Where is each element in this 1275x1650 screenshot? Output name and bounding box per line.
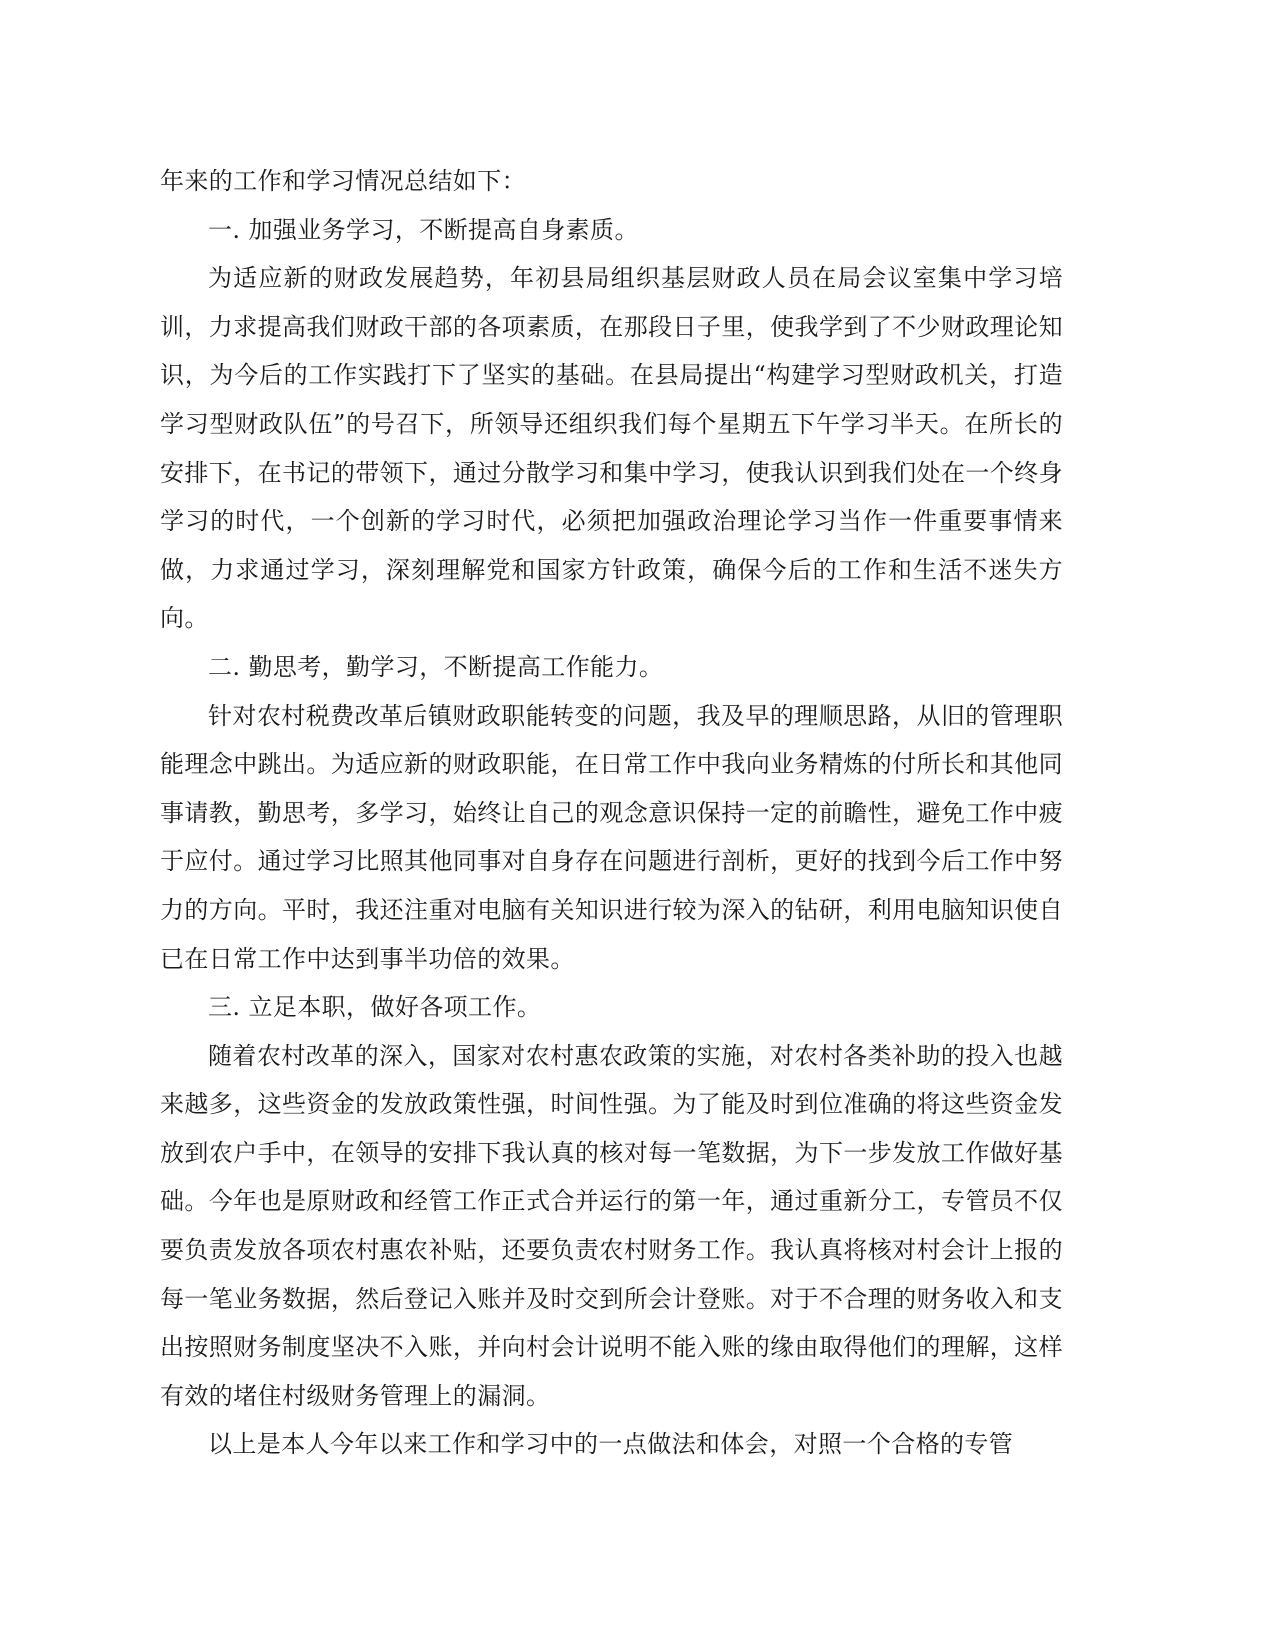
- document-page: [160, 157, 1063, 1469]
- paragraph-section-2: 针对农村税费改革后镇财政职能转变的问题，我及早的理顺思路，从旧的管理职能理念中跳出。为适应新的财政职能，在日常工作中我向业务精炼的付所长和其他同事请教，勤思考，多学习，始终让自己的观念意识保持一定的前瞻性，避免工作中疲于应付。通过学习比照其他同事对自身存在问题进行剖析，更好的找到今后工作中努力的方向。平时，我还注重对电脑有关知识进行较为深入的钻研，利用电脑知识使自已在日常工作中达到事半功倍的效果。: [160, 701, 1063, 973]
- paragraph-section-1: 为适应新的财政发展趋势，年初县局组织基层财政人员在局会议室集中学习培训，力求提高我们财政干部的各项素质，在那段日子里，使我学到了不少财政理论知识，为今后的工作实践打下了坚实的基础。在县局提出“构建学习型财政机关，打造学习型财政队伍”的号召下，所领导还组织我们每个星期五下午学习半天。在所长的安排下，在书记的带领下，通过分散学习和集中学习，使我认识到我们处在一个终身学习的时代，一个创新的学习时代，必须把加强政治理论学习当作一件重要事情来做，力求通过学习，深刻理解党和国家方针政策，确保今后的工作和生活不迷失方向。: [160, 264, 1063, 633]
- paragraph-section-3: 随着农村改革的深入，国家对农村惠农政策的实施，对农村各类补助的投入也越来越多，这些资金的发放政策性强，时间性强。为了能及时到位准确的将这些资金发放到农户手中，在领导的安排下我认真的核对每一笔数据，为下一步发放工作做好基础。今年也是原财政和经管工作正式合并运行的第一年，通过重新分工，专管员不仅要负责发放各项农村惠农补贴，还要负责农村财务工作。我认真将核对村会计上报的每一笔业务数据，然后登记入账并及时交到所会计登账。对于不合理的财务收入和支出按照财务制度坚决不入账，并向村会计说明不能入账的缘由取得他们的理解，这样有效的堵住村级财务管理上的漏洞。: [160, 1041, 1063, 1410]
- section-heading-1: 一. 加强业务学习，不断提高自身素质。: [208, 215, 639, 244]
- paragraph-intro-continued: 年来的工作和学习情况总结如下：: [160, 167, 526, 195]
- section-heading-2: 二. 勤思考，勤学习，不断提高工作能力。: [208, 652, 664, 681]
- paragraph-conclusion: 以上是本人今年以来工作和学习中的一点做法和体会，对照一个合格的专管: [208, 1430, 1014, 1459]
- section-heading-3: 三. 立足本职，做好各项工作。: [208, 993, 542, 1022]
